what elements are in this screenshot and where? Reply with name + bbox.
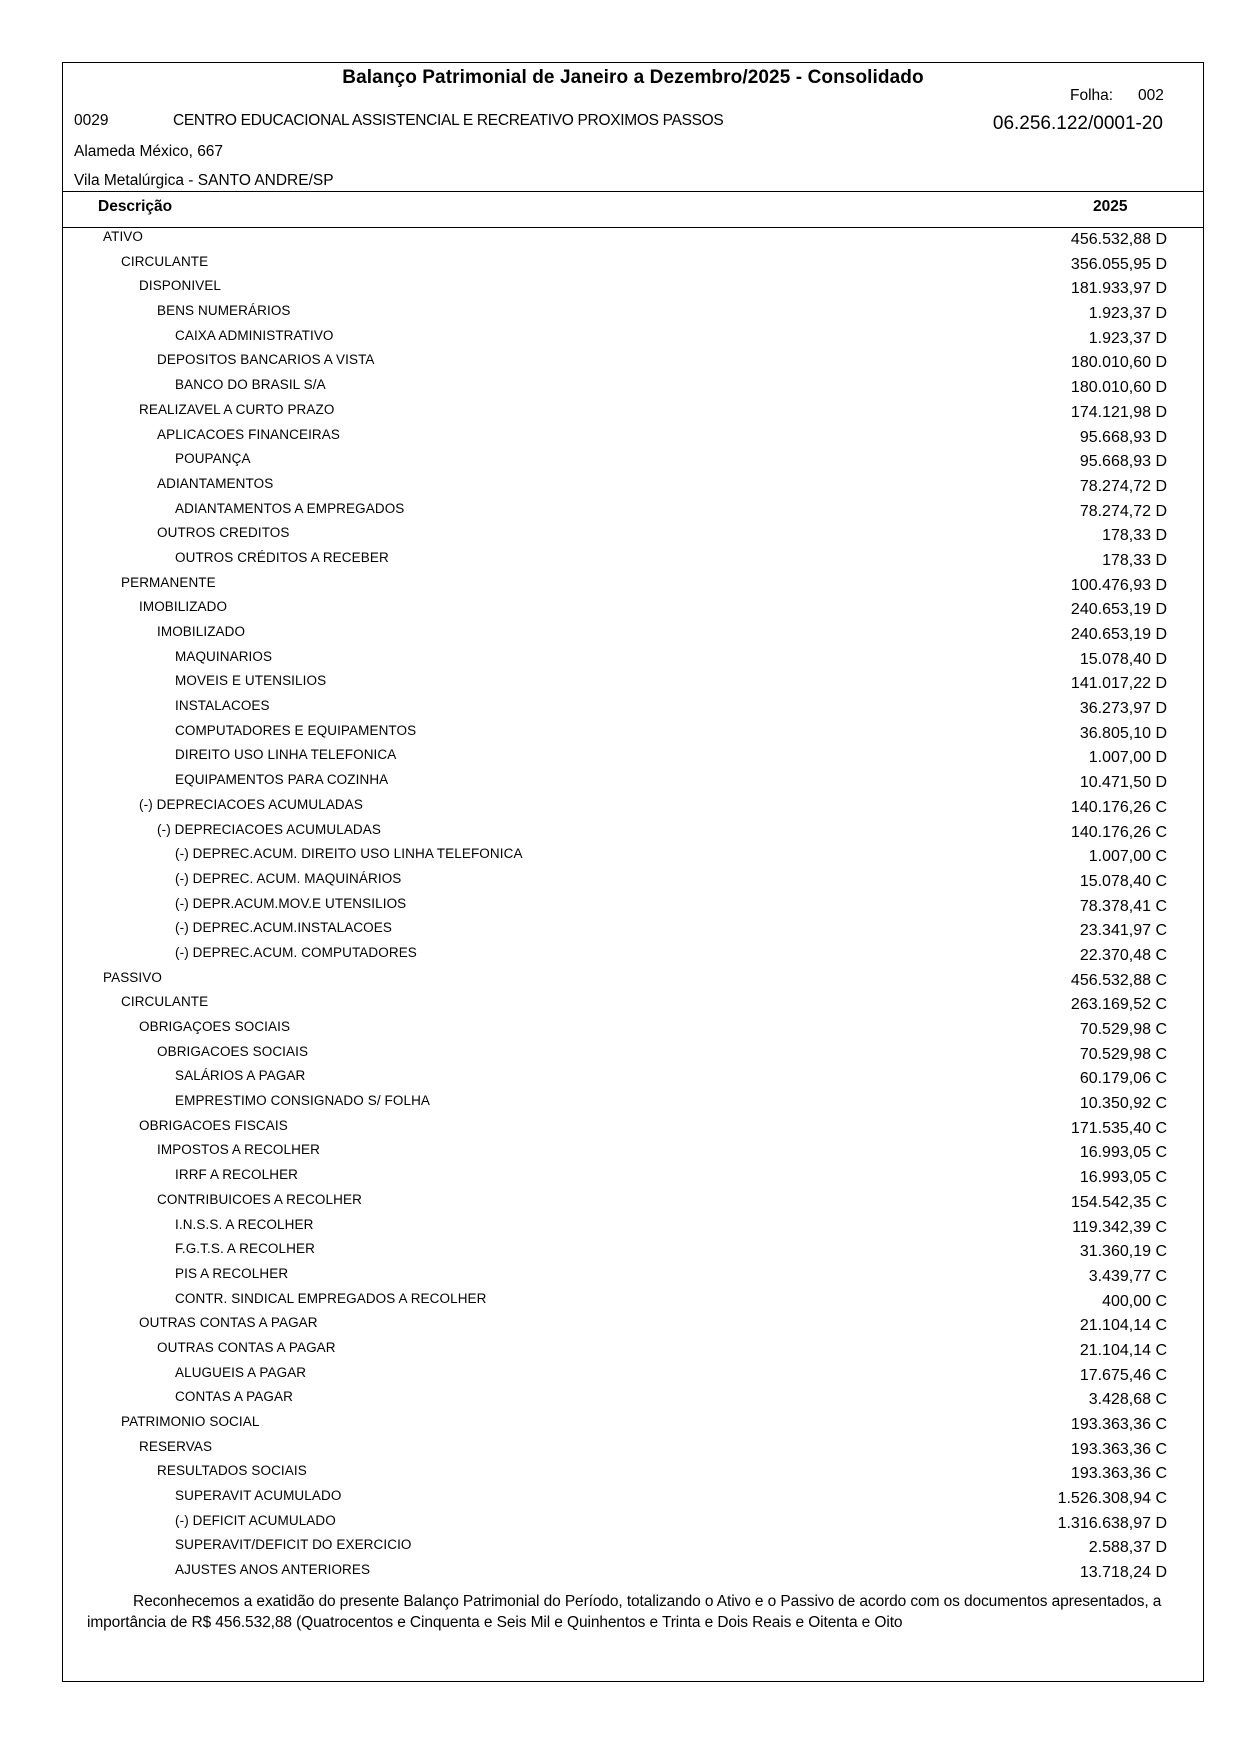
table-row	[63, 1436, 1203, 1461]
account-value: 15.078,40 C	[1079, 872, 1167, 890]
table-row	[63, 1485, 1203, 1510]
table-row	[63, 1534, 1203, 1559]
account-description: CONTAS A PAGAR	[175, 1389, 293, 1405]
table-row	[63, 991, 1203, 1016]
table-row	[63, 1041, 1203, 1066]
table-row	[63, 1510, 1203, 1535]
account-description: SALÁRIOS A PAGAR	[175, 1068, 306, 1084]
account-description: CONTR. SINDICAL EMPREGADOS A RECOLHER	[175, 1290, 487, 1306]
account-value: 78.378,41 C	[1079, 897, 1167, 915]
account-value: 140.176,26 C	[1070, 823, 1167, 841]
balance-table	[63, 226, 1203, 1584]
account-value: 140.176,26 C	[1070, 798, 1167, 816]
table-row	[63, 596, 1203, 621]
account-description: PIS A RECOLHER	[175, 1265, 289, 1281]
account-description: PERMANENTE	[121, 574, 216, 590]
company-city: Vila Metalúrgica - SANTO ANDRE/SP	[74, 172, 334, 189]
table-row	[63, 942, 1203, 967]
table-row	[63, 1164, 1203, 1189]
table-row	[63, 1288, 1203, 1313]
table-row	[63, 1362, 1203, 1387]
table-row	[63, 769, 1203, 794]
company-code: 0029	[74, 112, 109, 129]
table-row	[63, 473, 1203, 498]
account-description: MAQUINARIOS	[175, 648, 273, 664]
account-value: 3.428,68 C	[1088, 1391, 1167, 1409]
table-row	[63, 819, 1203, 844]
account-description: DIREITO USO LINHA TELEFONICA	[175, 747, 397, 763]
table-row	[63, 572, 1203, 597]
account-description: RESULTADOS SOCIAIS	[157, 1463, 307, 1479]
table-row	[63, 1065, 1203, 1090]
account-value: 2.588,37 D	[1088, 1539, 1167, 1557]
account-description: AJUSTES ANOS ANTERIORES	[175, 1562, 371, 1578]
account-description: (-) DEPRECIACOES ACUMULADAS	[139, 796, 363, 812]
account-description: PASSIVO	[103, 969, 162, 985]
account-description: POUPANÇA	[175, 451, 251, 467]
account-description: I.N.S.S. A RECOLHER	[175, 1216, 314, 1232]
table-row	[63, 1460, 1203, 1485]
account-description: INSTALACOES	[175, 698, 270, 714]
account-description: OUTRAS CONTAS A PAGAR	[157, 1339, 336, 1355]
account-description: CAIXA ADMINISTRATIVO	[175, 327, 334, 343]
account-value: 70.529,98 C	[1079, 1045, 1167, 1063]
account-value: 263.169,52 C	[1070, 996, 1167, 1014]
account-value: 95.668,93 D	[1079, 428, 1167, 446]
table-row	[63, 670, 1203, 695]
account-value: 178,33 D	[1102, 551, 1167, 569]
account-value: 23.341,97 C	[1079, 922, 1167, 940]
account-value: 171.535,40 C	[1070, 1119, 1167, 1137]
table-row	[63, 646, 1203, 671]
table-row	[63, 843, 1203, 868]
table-row	[63, 621, 1203, 646]
table-row	[63, 1337, 1203, 1362]
account-description: IMOBILIZADO	[139, 599, 228, 615]
table-row	[63, 399, 1203, 424]
account-value: 240.653,19 D	[1070, 626, 1167, 643]
account-value: 60.179,06 C	[1079, 1070, 1167, 1088]
account-value: 22.370,48 C	[1079, 946, 1167, 964]
account-description: MOVEIS E UTENSILIOS	[175, 673, 327, 689]
account-description: COMPUTADORES E EQUIPAMENTOS	[175, 722, 417, 738]
table-row	[63, 917, 1203, 942]
account-value: 31.360,19 C	[1079, 1243, 1167, 1261]
account-value: 400,00 C	[1102, 1292, 1167, 1310]
account-description: F.G.T.S. A RECOLHER	[175, 1241, 315, 1257]
table-row	[63, 1115, 1203, 1140]
account-description: BENS NUMERÁRIOS	[157, 303, 291, 319]
table-row	[63, 374, 1203, 399]
account-description: (-) DEPREC. ACUM. MAQUINÁRIOS	[175, 870, 402, 886]
account-description: ADIANTAMENTOS A EMPREGADOS	[175, 500, 405, 516]
account-description: OBRIGACOES FISCAIS	[139, 1117, 288, 1133]
footer-note: Reconhecemos a exatidão do presente Balanço Patrimonial do Período, totalizando o Ativo e o Passivo de acordo com os documentos apresentados, a importância de R$ 456.532,88 (Quatrocentos e Cinquenta e Seis Mil e Quinhentos e Trinta e Dois Reais e Oitenta e Oito	[87, 1593, 1162, 1631]
account-value: 193.363,36 C	[1070, 1440, 1167, 1458]
account-description: IMOBILIZADO	[157, 624, 246, 639]
account-value: 3.439,77 C	[1088, 1267, 1167, 1285]
table-row	[63, 1214, 1203, 1239]
table-row	[63, 300, 1203, 325]
account-description: (-) DEPREC.ACUM.INSTALACOES	[175, 920, 392, 936]
account-description: EQUIPAMENTOS PARA COZINHA	[175, 772, 389, 788]
account-description: APLICACOES FINANCEIRAS	[157, 426, 340, 442]
table-row	[63, 868, 1203, 893]
table-row	[63, 695, 1203, 720]
account-value: 193.363,36 C	[1070, 1416, 1167, 1433]
table-row	[63, 349, 1203, 374]
table-row	[63, 1238, 1203, 1263]
account-value: 356.055,95 D	[1070, 255, 1167, 273]
table-row	[63, 967, 1203, 992]
account-description: DEPOSITOS BANCARIOS A VISTA	[157, 352, 375, 368]
account-value: 78.274,72 D	[1079, 477, 1167, 495]
table-row	[63, 522, 1203, 547]
company-name: CENTRO EDUCACIONAL ASSISTENCIAL E RECREATIVO PROXIMOS PASSOS	[173, 112, 724, 129]
account-value: 456.532,88 C	[1070, 971, 1167, 989]
account-value: 181.933,97 D	[1070, 280, 1167, 298]
account-value: 240.653,19 D	[1070, 601, 1167, 619]
account-value: 1.526.308,94 C	[1057, 1490, 1167, 1508]
table-row	[63, 720, 1203, 745]
account-description: CONTRIBUICOES A RECOLHER	[157, 1191, 362, 1207]
account-description: BANCO DO BRASIL S/A	[175, 377, 326, 393]
table-row	[63, 325, 1203, 350]
account-description: PATRIMONIO SOCIAL	[121, 1414, 260, 1429]
account-value: 180.010,60 D	[1070, 379, 1167, 397]
account-description: (-) DEFICIT ACUMULADO	[175, 1512, 336, 1528]
account-description: CIRCULANTE	[121, 253, 209, 269]
table-row	[63, 251, 1203, 276]
account-value: 17.675,46 C	[1079, 1366, 1167, 1384]
account-value: 1.316.638,97 D	[1057, 1514, 1167, 1532]
table-row	[63, 893, 1203, 918]
account-value: 70.529,98 C	[1079, 1021, 1167, 1038]
account-value: 21.104,14 C	[1079, 1341, 1167, 1359]
account-value: 36.273,97 D	[1079, 700, 1167, 718]
column-header-description: Descrição	[98, 198, 173, 215]
account-description: OBRIGAÇOES SOCIAIS	[139, 1019, 291, 1034]
account-value: 21.104,14 C	[1079, 1317, 1167, 1335]
account-value: 10.350,92 C	[1079, 1095, 1167, 1113]
table-row	[63, 1139, 1203, 1164]
table-row	[63, 794, 1203, 819]
document-frame	[62, 62, 1204, 1682]
account-description: OUTROS CREDITOS	[157, 525, 290, 541]
account-description: EMPRESTIMO CONSIGNADO S/ FOLHA	[175, 1093, 431, 1109]
table-row	[63, 1189, 1203, 1214]
document-title: Balanço Patrimonial de Janeiro a Dezembro/2025 - Consolidado	[342, 67, 924, 88]
account-value: 1.923,37 D	[1088, 305, 1167, 323]
account-value: 78.274,72 D	[1079, 502, 1167, 520]
account-description: RESERVAS	[139, 1438, 213, 1454]
account-value: 1.007,00 C	[1088, 848, 1167, 866]
account-value: 178,33 D	[1102, 527, 1167, 545]
account-description: ALUGUEIS A PAGAR	[175, 1364, 307, 1380]
account-description: OUTROS CRÉDITOS A RECEBER	[175, 549, 389, 565]
account-description: IRRF A RECOLHER	[175, 1167, 299, 1183]
account-value: 100.476,93 D	[1070, 576, 1167, 594]
table-row	[63, 1411, 1203, 1436]
table-row	[63, 498, 1203, 523]
cnpj: 06.256.122/0001-20	[992, 113, 1163, 134]
account-description: SUPERAVIT ACUMULADO	[175, 1488, 342, 1504]
account-description: REALIZAVEL A CURTO PRAZO	[139, 401, 335, 417]
account-description: ATIVO	[103, 229, 144, 244]
account-value: 154.542,35 C	[1070, 1193, 1167, 1211]
account-description: OUTRAS CONTAS A PAGAR	[139, 1315, 318, 1331]
account-value: 180.010,60 D	[1070, 354, 1167, 372]
account-description: IMPOSTOS A RECOLHER	[157, 1142, 320, 1158]
account-value: 16.993,05 C	[1079, 1144, 1167, 1162]
account-value: 13.718,24 D	[1079, 1564, 1167, 1582]
account-value: 193.363,36 C	[1070, 1465, 1167, 1483]
account-value: 456.532,88 D	[1070, 231, 1167, 248]
table-row	[63, 1312, 1203, 1337]
table-row	[63, 424, 1203, 449]
account-description: ADIANTAMENTOS	[157, 475, 274, 491]
table-row	[63, 1090, 1203, 1115]
account-description: (-) DEPR.ACUM.MOV.E UTENSILIOS	[175, 895, 407, 911]
account-description: OBRIGACOES SOCIAIS	[157, 1043, 309, 1059]
account-value: 16.993,05 C	[1079, 1169, 1167, 1187]
account-value: 36.805,10 D	[1079, 724, 1167, 742]
header-divider-top	[63, 191, 1203, 192]
account-description: DISPONIVEL	[139, 278, 222, 294]
table-row	[63, 226, 1203, 251]
account-description: (-) DEPRECIACOES ACUMULADAS	[157, 821, 381, 837]
table-row	[63, 275, 1203, 300]
folha-label: Folha:	[1070, 87, 1114, 104]
company-address: Alameda México, 667	[74, 143, 224, 160]
account-description: (-) DEPREC.ACUM. DIREITO USO LINHA TELEFONICA	[175, 846, 523, 862]
account-value: 119.342,39 C	[1072, 1218, 1167, 1236]
table-row	[63, 547, 1203, 572]
account-value: 1.923,37 D	[1088, 329, 1167, 347]
folha-number: 002	[1138, 87, 1164, 104]
account-value: 95.668,93 D	[1079, 453, 1167, 471]
account-value: 174.121,98 D	[1070, 403, 1167, 421]
account-value: 10.471,50 D	[1079, 774, 1167, 792]
account-value: 1.007,00 D	[1088, 749, 1167, 767]
table-row	[63, 1016, 1203, 1041]
table-row	[63, 1386, 1203, 1411]
account-value: 141.017,22 D	[1070, 675, 1167, 693]
account-value: 15.078,40 D	[1079, 650, 1167, 668]
table-row	[63, 744, 1203, 769]
account-description: (-) DEPREC.ACUM. COMPUTADORES	[175, 944, 417, 960]
column-header-year: 2025	[1093, 198, 1128, 215]
account-description: SUPERAVIT/DEFICIT DO EXERCICIO	[175, 1537, 412, 1553]
table-row	[63, 1263, 1203, 1288]
table-row	[63, 448, 1203, 473]
table-row	[63, 1559, 1203, 1584]
account-description: CIRCULANTE	[121, 994, 209, 1010]
